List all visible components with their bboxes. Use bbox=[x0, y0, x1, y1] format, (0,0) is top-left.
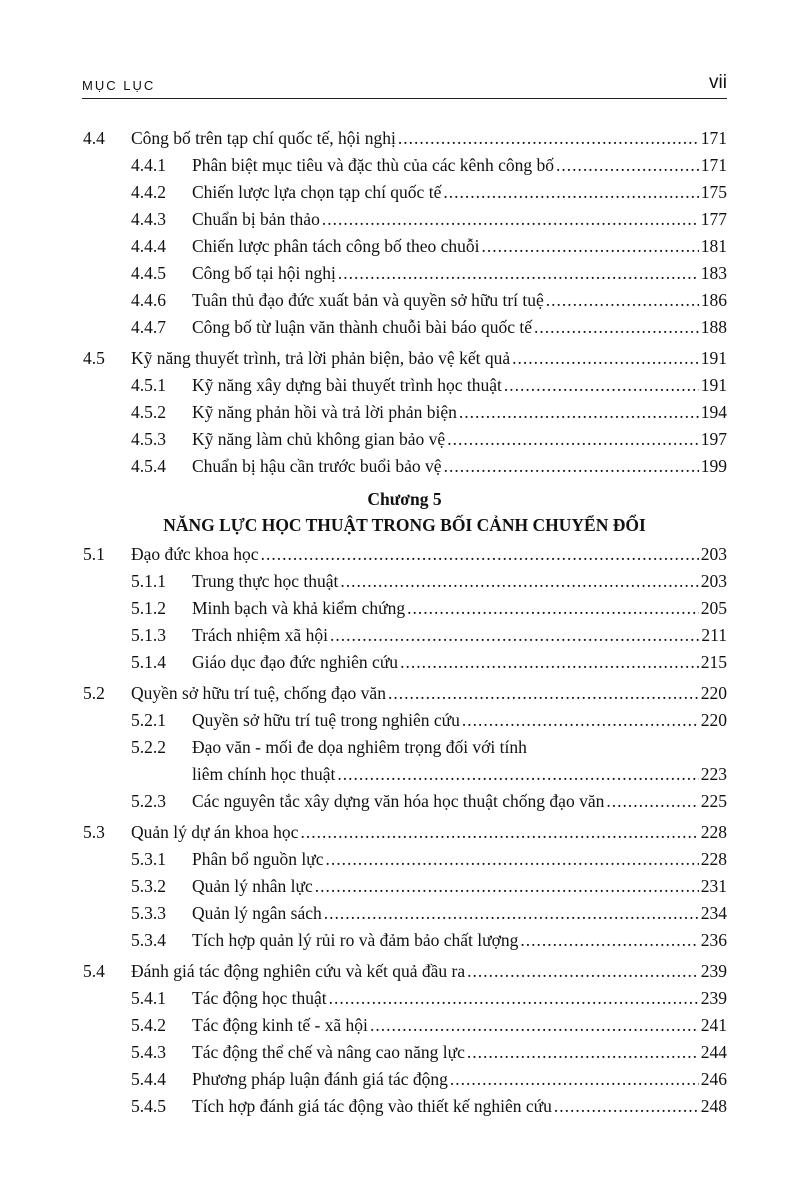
toc-entry[interactable] bbox=[0, 595, 809, 621]
dot-leader bbox=[340, 568, 698, 594]
entry-number: 5.3.1 bbox=[131, 849, 166, 869]
entry-title: Các nguyên tắc xây dựng văn hóa học thuật chống đạo văn bbox=[192, 791, 605, 811]
entry-number: 5.4 bbox=[83, 961, 105, 981]
toc-entry[interactable] bbox=[0, 927, 809, 953]
dot-leader bbox=[388, 680, 699, 706]
entry-number: 5.1.3 bbox=[131, 625, 166, 645]
entry-title: Quyền sở hữu trí tuệ, chống đạo văn bbox=[131, 683, 386, 703]
entry-number: 5.3.2 bbox=[131, 876, 166, 896]
dot-leader bbox=[467, 958, 699, 984]
dot-leader bbox=[556, 152, 699, 178]
dot-leader bbox=[407, 595, 699, 621]
dot-leader bbox=[546, 287, 699, 313]
dot-leader bbox=[459, 399, 699, 425]
entry-number: 4.4.2 bbox=[131, 182, 166, 202]
entry-number: 4.4.3 bbox=[131, 209, 166, 229]
entry-title: Đạo văn - mối đe dọa nghiêm trọng đối với tính bbox=[192, 737, 527, 757]
entry-page: 246 bbox=[700, 1069, 727, 1089]
entry-page: 231 bbox=[700, 876, 727, 896]
dot-leader bbox=[337, 761, 698, 787]
entry-page: 220 bbox=[700, 683, 727, 703]
dot-leader bbox=[338, 260, 699, 286]
toc-entry[interactable] bbox=[0, 1039, 809, 1065]
entry-number: 5.2.1 bbox=[131, 710, 166, 730]
toc-entry[interactable] bbox=[0, 1012, 809, 1038]
entry-page: 199 bbox=[700, 456, 727, 476]
dot-leader bbox=[606, 788, 698, 814]
toc-entry[interactable] bbox=[0, 985, 809, 1011]
entry-title: Tác động kinh tế - xã hội bbox=[192, 1015, 368, 1035]
entry-page: 181 bbox=[700, 236, 727, 256]
dot-leader bbox=[330, 622, 699, 648]
entry-number: 4.5 bbox=[83, 348, 105, 368]
toc-entry[interactable] bbox=[0, 372, 809, 398]
dot-leader bbox=[398, 125, 699, 151]
entry-number: 4.5.2 bbox=[131, 402, 166, 422]
entry-title: Đánh giá tác động nghiên cứu và kết quả đầu ra bbox=[131, 961, 466, 981]
toc-entry[interactable] bbox=[0, 622, 809, 648]
entry-title: Công bố từ luận văn thành chuỗi bài báo quốc tế bbox=[192, 317, 532, 337]
entry-page: 188 bbox=[700, 317, 727, 337]
chapter-title: NĂNG LỰC HỌC THUẬT TRONG BỐI CẢNH CHUYỂN ĐỔI bbox=[163, 515, 646, 535]
entry-title: Quản lý dự án khoa học bbox=[131, 822, 299, 842]
entry-number: 4.5.3 bbox=[131, 429, 166, 449]
entry-title: Kỹ năng thuyết trình, trả lời phản biện, bảo vệ kết quả bbox=[131, 348, 511, 368]
entry-title: Kỹ năng phản hồi và trả lời phản biện bbox=[192, 402, 457, 422]
entry-title: Trách nhiệm xã hội bbox=[192, 625, 328, 645]
entry-page: 241 bbox=[700, 1015, 727, 1035]
running-header bbox=[82, 72, 727, 99]
entry-title: Phân bổ nguồn lực bbox=[192, 849, 324, 869]
entry-page: 194 bbox=[700, 402, 727, 422]
entry-number: 4.4.7 bbox=[131, 317, 166, 337]
entry-number: 4.5.4 bbox=[131, 456, 166, 476]
header-page-number: vii bbox=[709, 72, 727, 93]
entry-title: Công bố trên tạp chí quốc tế, hội nghị bbox=[131, 128, 396, 148]
dot-leader bbox=[554, 1093, 699, 1119]
toc-entry[interactable] bbox=[0, 399, 809, 425]
entry-page: 228 bbox=[700, 822, 727, 842]
toc-entry[interactable] bbox=[0, 233, 809, 259]
entry-number: 5.2.2 bbox=[131, 737, 166, 757]
dot-leader bbox=[324, 900, 699, 926]
entry-number: 5.3.3 bbox=[131, 903, 166, 923]
header-section-title: MỤC LỤC bbox=[82, 78, 156, 93]
entry-number: 5.3 bbox=[83, 822, 105, 842]
toc-entry[interactable] bbox=[0, 707, 809, 733]
toc-entry[interactable] bbox=[0, 179, 809, 205]
entry-number: 5.1.1 bbox=[131, 571, 166, 591]
entry-page: 191 bbox=[700, 348, 727, 368]
entry-title: Chuẩn bị bản thảo bbox=[192, 209, 320, 229]
toc-entry[interactable] bbox=[0, 287, 809, 313]
entry-page: 225 bbox=[700, 791, 727, 811]
dot-leader bbox=[512, 345, 699, 371]
dot-leader bbox=[482, 233, 699, 259]
entry-page: 197 bbox=[700, 429, 727, 449]
entry-number: 4.4.4 bbox=[131, 236, 166, 256]
toc-entry[interactable] bbox=[0, 206, 809, 232]
toc-entry[interactable] bbox=[0, 125, 809, 151]
entry-number: 4.4 bbox=[83, 128, 105, 148]
entry-title: Minh bạch và khả kiểm chứng bbox=[192, 598, 406, 618]
toc-entry[interactable] bbox=[0, 900, 809, 926]
dot-leader bbox=[450, 1066, 699, 1092]
dot-leader bbox=[400, 649, 699, 675]
toc-entry[interactable] bbox=[0, 819, 809, 845]
entry-title: Tích hợp quản lý rủi ro và đảm bảo chất lượng bbox=[192, 930, 519, 950]
toc-entry[interactable] bbox=[0, 1066, 809, 1092]
entry-title: Phương pháp luận đánh giá tác động bbox=[192, 1069, 448, 1089]
dot-leader bbox=[462, 707, 699, 733]
entry-page: 203 bbox=[700, 544, 727, 564]
toc-entry[interactable] bbox=[0, 426, 809, 452]
entry-page: 234 bbox=[700, 903, 727, 923]
entry-title: Quản lý ngân sách bbox=[192, 903, 322, 923]
entry-number: 5.1 bbox=[83, 544, 105, 564]
entry-title-continued: liêm chính học thuật bbox=[192, 764, 336, 784]
entry-number: 5.3.4 bbox=[131, 930, 166, 950]
entry-title: Kỹ năng làm chủ không gian bảo vệ bbox=[192, 429, 446, 449]
entry-page: 239 bbox=[700, 961, 727, 981]
entry-number: 5.4.1 bbox=[131, 988, 166, 1008]
entry-page: 177 bbox=[700, 209, 727, 229]
toc-entry[interactable] bbox=[0, 873, 809, 899]
entry-title: Quản lý nhân lực bbox=[192, 876, 313, 896]
toc-entry[interactable] bbox=[0, 152, 809, 178]
entry-page: 186 bbox=[700, 290, 727, 310]
toc-entry[interactable] bbox=[0, 453, 809, 479]
chapter-label: Chương 5 bbox=[367, 489, 442, 509]
entry-title: Tác động học thuật bbox=[192, 988, 327, 1008]
toc-entry[interactable] bbox=[0, 314, 809, 340]
entry-title: Tích hợp đánh giá tác động vào thiết kế nghiên cứu bbox=[192, 1096, 552, 1116]
entry-page: 175 bbox=[700, 182, 727, 202]
entry-page: 248 bbox=[700, 1096, 727, 1116]
entry-page: 171 bbox=[700, 128, 727, 148]
entry-title: Chuẩn bị hậu cần trước buổi bảo vệ bbox=[192, 456, 442, 476]
dot-leader bbox=[444, 453, 699, 479]
entry-page: 215 bbox=[700, 652, 727, 672]
dot-leader bbox=[329, 985, 699, 1011]
entry-page: 183 bbox=[700, 263, 727, 283]
dot-leader bbox=[504, 372, 699, 398]
toc-entry[interactable] bbox=[0, 846, 809, 872]
entry-number: 4.4.6 bbox=[131, 290, 166, 310]
toc-entry[interactable] bbox=[0, 1093, 809, 1119]
entry-number: 5.4.5 bbox=[131, 1096, 166, 1116]
dot-leader bbox=[326, 846, 699, 872]
entry-number: 5.1.4 bbox=[131, 652, 166, 672]
dot-leader bbox=[300, 819, 698, 845]
toc-entry-continuation[interactable] bbox=[0, 761, 809, 787]
dot-leader bbox=[520, 927, 698, 953]
dot-leader bbox=[443, 179, 698, 205]
entry-number: 4.5.1 bbox=[131, 375, 166, 395]
entry-number: 4.4.1 bbox=[131, 155, 166, 175]
dot-leader bbox=[447, 426, 699, 452]
dot-leader bbox=[370, 1012, 699, 1038]
entry-number: 5.2.3 bbox=[131, 791, 166, 811]
dot-leader bbox=[322, 206, 699, 232]
entry-page: 220 bbox=[700, 710, 727, 730]
entry-title: Quyền sở hữu trí tuệ trong nghiên cứu bbox=[192, 710, 460, 730]
entry-page: 236 bbox=[700, 930, 727, 950]
entry-page: 228 bbox=[700, 849, 727, 869]
entry-title: Chiến lược phân tách công bố theo chuỗi bbox=[192, 236, 480, 256]
entry-page: 191 bbox=[700, 375, 727, 395]
toc-entry[interactable] bbox=[0, 260, 809, 286]
entry-title: Kỹ năng xây dựng bài thuyết trình học thuật bbox=[192, 375, 502, 395]
entry-page: 203 bbox=[700, 571, 727, 591]
dot-leader bbox=[315, 873, 699, 899]
entry-page: 205 bbox=[700, 598, 727, 618]
entry-page: 244 bbox=[700, 1042, 727, 1062]
entry-number: 5.2 bbox=[83, 683, 105, 703]
entry-number: 5.4.4 bbox=[131, 1069, 166, 1089]
entry-page: 223 bbox=[700, 764, 727, 784]
entry-title: Đạo đức khoa học bbox=[131, 544, 259, 564]
entry-number: 5.4.3 bbox=[131, 1042, 166, 1062]
toc-entry[interactable] bbox=[0, 568, 809, 594]
entry-title: Chiến lược lựa chọn tạp chí quốc tế bbox=[192, 182, 442, 202]
entry-page: 239 bbox=[700, 988, 727, 1008]
entry-title: Trung thực học thuật bbox=[192, 571, 339, 591]
entry-number: 5.1.2 bbox=[131, 598, 166, 618]
toc-entry[interactable] bbox=[0, 541, 809, 567]
dot-leader bbox=[534, 314, 699, 340]
entry-title: Công bố tại hội nghị bbox=[192, 263, 336, 283]
toc-entry[interactable] bbox=[0, 680, 809, 706]
toc-entry[interactable] bbox=[0, 788, 809, 814]
toc-entry[interactable] bbox=[0, 734, 809, 760]
entry-title: Giáo dục đạo đức nghiên cứu bbox=[192, 652, 399, 672]
entry-title: Phân biệt mục tiêu và đặc thù của các kênh công bố bbox=[192, 155, 555, 175]
entry-number: 4.4.5 bbox=[131, 263, 166, 283]
toc-entry[interactable] bbox=[0, 958, 809, 984]
entry-title: Tác động thể chế và nâng cao năng lực bbox=[192, 1042, 465, 1062]
toc-entry[interactable] bbox=[0, 649, 809, 675]
entry-number: 5.4.2 bbox=[131, 1015, 166, 1035]
entry-title: Tuân thủ đạo đức xuất bản và quyền sở hữu trí tuệ bbox=[192, 290, 544, 310]
dot-leader bbox=[261, 541, 699, 567]
entry-page: 211 bbox=[701, 625, 727, 645]
dot-leader bbox=[467, 1039, 699, 1065]
entry-page: 171 bbox=[700, 155, 727, 175]
toc-entry[interactable] bbox=[0, 345, 809, 371]
